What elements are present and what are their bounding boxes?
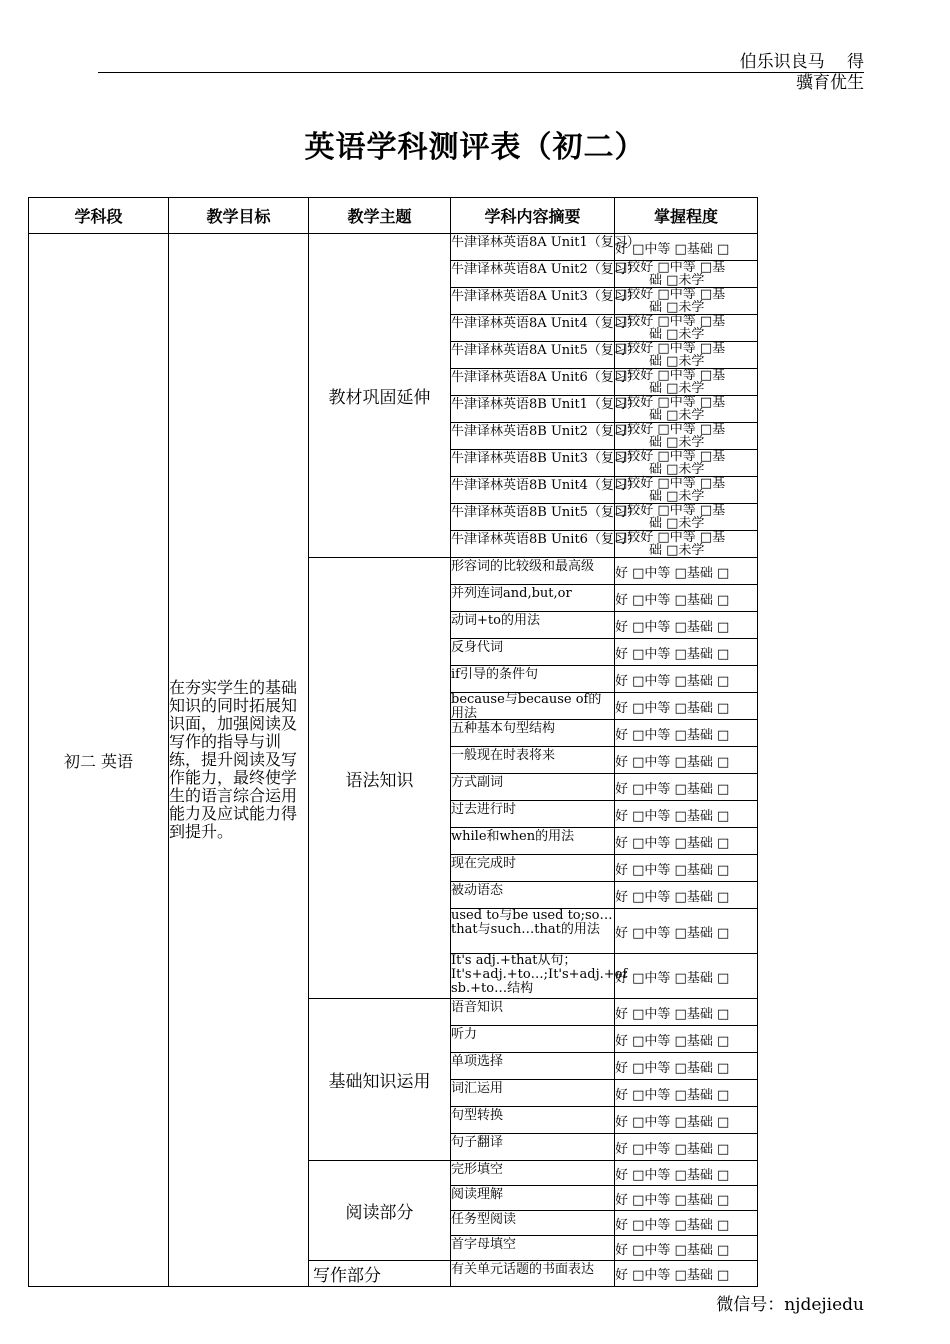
content-cell bbox=[451, 585, 615, 612]
mastery-cell bbox=[615, 450, 758, 477]
content-text: 语音知识 bbox=[451, 999, 504, 1015]
mastery-options: 好 □中等 □基础 □ bbox=[615, 673, 730, 689]
mastery-cell bbox=[615, 612, 758, 639]
content-text: 牛津译林英语8B Unit5（复习） bbox=[451, 504, 640, 520]
content-text: 听力 bbox=[451, 1026, 478, 1042]
content-text: 句型转换 bbox=[451, 1107, 504, 1123]
content-text: 单项选择 bbox=[451, 1053, 504, 1069]
theme-cell: 阅读部分 bbox=[309, 1161, 451, 1261]
mastery-options: 好 □中等 □基础 □ bbox=[615, 754, 730, 770]
mastery-cell bbox=[615, 1107, 758, 1134]
mastery-options-line1: □较好 □中等 □基 bbox=[615, 503, 726, 518]
content-text: 牛津译林英语8B Unit1（复习） bbox=[451, 396, 640, 412]
mastery-cell bbox=[615, 909, 758, 954]
content-cell bbox=[451, 1053, 615, 1080]
mastery-cell bbox=[615, 747, 758, 774]
mastery-options: 好 □中等 □基础 □ bbox=[615, 1114, 730, 1130]
mastery-options-line2: 础 □未学 bbox=[649, 327, 705, 342]
mastery-cell bbox=[615, 1161, 758, 1186]
content-cell bbox=[451, 909, 615, 954]
content-text: 形容词的比较级和最高级 bbox=[451, 558, 595, 574]
content-cell bbox=[451, 342, 640, 369]
mastery-cell bbox=[615, 423, 758, 450]
mastery-options: 好 □中等 □基础 □ bbox=[615, 727, 730, 743]
theme-cell: 教材巩固延伸 bbox=[309, 234, 451, 558]
content-text: 牛津译林英语8A Unit4（复习） bbox=[451, 315, 640, 331]
content-cell bbox=[451, 1236, 615, 1261]
content-cell bbox=[451, 639, 615, 666]
mastery-options: 好 □中等 □基础 □ bbox=[615, 1033, 730, 1049]
mastery-cell bbox=[615, 396, 758, 423]
content-text: 词汇运用 bbox=[451, 1080, 504, 1096]
content-cell bbox=[451, 666, 615, 693]
page-title: 英语学科测评表（初二） bbox=[304, 130, 646, 165]
goal-cell: 在夯实学生的基础知识的同时拓展知识面，加强阅读及写作的指导与训练，提升阅读及写作能力，最终使学生的语言综合运用能力及应试能力得到提升。 bbox=[169, 234, 309, 1287]
mastery-options: 好 □中等 □基础 □ bbox=[615, 592, 730, 608]
content-cell bbox=[451, 1161, 615, 1186]
content-cell bbox=[451, 1261, 615, 1287]
mastery-options-line1: □较好 □中等 □基 bbox=[615, 368, 726, 383]
content-cell bbox=[451, 315, 640, 342]
content-text: 牛津译林英语8A Unit5（复习） bbox=[451, 342, 640, 358]
header-slogan-line1: 伯乐识良马 得 bbox=[739, 52, 864, 72]
mastery-cell bbox=[615, 288, 758, 315]
mastery-cell bbox=[615, 531, 758, 558]
content-cell bbox=[451, 1026, 615, 1053]
col-header-theme: 教学主题 bbox=[309, 198, 451, 234]
mastery-cell bbox=[615, 639, 758, 666]
mastery-options: 好 □中等 □基础 □ bbox=[615, 925, 730, 941]
content-text: 牛津译林英语8A Unit1（复习） bbox=[451, 234, 640, 250]
mastery-options: 好 □中等 □基础 □ bbox=[615, 1217, 730, 1233]
content-text: 有关单元话题的书面表达 bbox=[451, 1262, 595, 1277]
mastery-options: 好 □中等 □基础 □ bbox=[615, 1242, 730, 1258]
content-text: 任务型阅读 bbox=[451, 1211, 517, 1227]
content-text: 完形填空 bbox=[451, 1161, 504, 1177]
content-text: because与because of的用法 bbox=[451, 692, 602, 721]
mastery-options: 好 □中等 □基础 □ bbox=[615, 1192, 730, 1208]
content-text: 牛津译林英语8B Unit4（复习） bbox=[451, 477, 640, 493]
content-cell bbox=[451, 531, 640, 558]
content-text: 牛津译林英语8B Unit3（复习） bbox=[451, 450, 640, 466]
assessment-table bbox=[28, 197, 758, 1287]
mastery-cell bbox=[615, 1080, 758, 1107]
table-header-row bbox=[29, 198, 758, 234]
header-slogan bbox=[714, 52, 864, 94]
mastery-cell bbox=[615, 234, 758, 261]
mastery-options-line2: 础 □未学 bbox=[649, 543, 705, 558]
mastery-cell bbox=[615, 585, 758, 612]
content-cell bbox=[451, 693, 615, 720]
mastery-options-line2: 础 □未学 bbox=[649, 435, 705, 450]
mastery-options: 好 □中等 □基础 □ bbox=[615, 862, 730, 878]
theme-cell: 基础知识运用 bbox=[309, 999, 451, 1161]
mastery-options: 好 □中等 □基础 □ bbox=[615, 1087, 730, 1103]
content-cell bbox=[451, 828, 615, 855]
content-cell bbox=[451, 720, 615, 747]
mastery-options: 好 □中等 □基础 □ bbox=[615, 646, 730, 662]
content-cell bbox=[451, 423, 640, 450]
content-text: used to与be used to;so…that与such…that的用法 bbox=[451, 908, 613, 937]
mastery-options: 好 □中等 □基础 □ bbox=[615, 1141, 730, 1157]
content-cell bbox=[451, 261, 640, 288]
mastery-options: 好 □中等 □基础 □ bbox=[615, 808, 730, 824]
mastery-options: 好 □中等 □基础 □ bbox=[615, 241, 730, 257]
content-text: 牛津译林英语8A Unit2（复习） bbox=[451, 261, 640, 277]
content-cell bbox=[451, 612, 615, 639]
content-text: 反身代词 bbox=[451, 639, 504, 655]
mastery-options: 好 □中等 □基础 □ bbox=[615, 781, 730, 797]
content-cell bbox=[451, 801, 615, 828]
mastery-cell bbox=[615, 1134, 758, 1161]
mastery-cell bbox=[615, 477, 758, 504]
content-cell bbox=[451, 288, 640, 315]
col-header-goal: 教学目标 bbox=[169, 198, 309, 234]
content-cell bbox=[451, 953, 628, 999]
mastery-cell bbox=[615, 774, 758, 801]
mastery-options: 好 □中等 □基础 □ bbox=[615, 565, 730, 581]
mastery-options: 好 □中等 □基础 □ bbox=[615, 889, 730, 905]
content-cell bbox=[451, 1211, 615, 1236]
mastery-cell bbox=[615, 1211, 758, 1236]
content-text: 一般现在时表将来 bbox=[451, 747, 556, 763]
content-cell bbox=[451, 369, 640, 396]
mastery-options: 好 □中等 □基础 □ bbox=[615, 1167, 730, 1183]
mastery-cell bbox=[615, 1186, 758, 1211]
content-cell bbox=[451, 477, 640, 504]
content-text: 首字母填空 bbox=[451, 1236, 517, 1252]
content-text: 被动语态 bbox=[451, 882, 504, 898]
content-text: 五种基本句型结构 bbox=[451, 720, 556, 736]
header-slogan-line2: 骥育优生 bbox=[796, 73, 864, 93]
theme-cell: 写作部分 bbox=[309, 1261, 451, 1287]
col-header-content: 学科内容摘要 bbox=[451, 198, 615, 234]
mastery-cell bbox=[615, 504, 758, 531]
content-text: 现在完成时 bbox=[451, 855, 517, 871]
mastery-options: 好 □中等 □基础 □ bbox=[615, 700, 730, 716]
theme-cell: 语法知识 bbox=[309, 558, 451, 999]
mastery-cell bbox=[615, 954, 758, 999]
mastery-cell bbox=[615, 261, 758, 288]
content-cell bbox=[451, 1107, 615, 1134]
col-header-stage: 学科段 bbox=[29, 198, 169, 234]
mastery-cell bbox=[615, 828, 758, 855]
mastery-options-line2: 础 □未学 bbox=[649, 516, 705, 531]
content-cell bbox=[451, 747, 615, 774]
mastery-cell bbox=[615, 1026, 758, 1053]
mastery-options-line2: 础 □未学 bbox=[649, 354, 705, 369]
content-text: 句子翻译 bbox=[451, 1134, 504, 1150]
mastery-cell bbox=[615, 999, 758, 1026]
footer-wechat: 微信号：njdejiedu bbox=[716, 1295, 864, 1315]
content-text: 并列连词and,but,or bbox=[451, 585, 572, 601]
content-cell bbox=[451, 396, 640, 423]
mastery-cell bbox=[615, 666, 758, 693]
mastery-options-line1: □较好 □中等 □基 bbox=[615, 395, 726, 410]
mastery-options-line1: □较好 □中等 □基 bbox=[615, 341, 726, 356]
content-cell bbox=[451, 882, 615, 909]
content-cell bbox=[451, 558, 615, 585]
content-text: 阅读理解 bbox=[451, 1186, 504, 1202]
mastery-options: 好 □中等 □基础 □ bbox=[615, 1060, 730, 1076]
content-text: 牛津译林英语8A Unit6（复习） bbox=[451, 369, 640, 385]
content-cell bbox=[451, 999, 615, 1026]
mastery-cell bbox=[615, 1053, 758, 1080]
content-cell bbox=[451, 1186, 615, 1211]
mastery-options-line2: 础 □未学 bbox=[649, 300, 705, 315]
mastery-options-line1: □较好 □中等 □基 bbox=[615, 287, 726, 302]
mastery-options-line2: 础 □未学 bbox=[649, 462, 705, 477]
mastery-cell bbox=[615, 1261, 758, 1287]
mastery-options: 好 □中等 □基础 □ bbox=[615, 1268, 730, 1283]
mastery-options: 好 □中等 □基础 □ bbox=[615, 619, 730, 635]
mastery-options-line2: 础 □未学 bbox=[649, 489, 705, 504]
content-text: It's adj.+that从句；It's+adj.+to…;It's+adj.+of sb.+to…结构 bbox=[451, 953, 628, 996]
mastery-cell bbox=[615, 693, 758, 720]
mastery-cell bbox=[615, 1236, 758, 1261]
mastery-options-line2: 础 □未学 bbox=[649, 273, 705, 288]
mastery-options: 好 □中等 □基础 □ bbox=[615, 1006, 730, 1022]
header-divider bbox=[98, 72, 864, 73]
mastery-options: 好 □中等 □基础 □ bbox=[615, 835, 730, 851]
col-header-mastery: 掌握程度 bbox=[615, 198, 758, 234]
mastery-cell bbox=[615, 315, 758, 342]
mastery-options-line1: □较好 □中等 □基 bbox=[615, 476, 726, 491]
content-text: 牛津译林英语8B Unit2（复习） bbox=[451, 423, 640, 439]
content-text: 方式副词 bbox=[451, 774, 504, 790]
mastery-cell bbox=[615, 801, 758, 828]
content-cell bbox=[451, 504, 640, 531]
content-cell bbox=[451, 774, 615, 801]
content-text: if引导的条件句 bbox=[451, 666, 538, 682]
mastery-options-line1: □较好 □中等 □基 bbox=[615, 449, 726, 464]
content-cell bbox=[451, 450, 640, 477]
stage-cell: 初二 英语 bbox=[29, 234, 169, 1287]
content-text: while和when的用法 bbox=[451, 828, 575, 844]
mastery-cell bbox=[615, 342, 758, 369]
table-row bbox=[29, 234, 758, 261]
content-text: 动词+to的用法 bbox=[451, 612, 540, 628]
mastery-options-line1: □较好 □中等 □基 bbox=[615, 260, 726, 275]
mastery-options-line1: □较好 □中等 □基 bbox=[615, 314, 726, 329]
content-cell bbox=[451, 1080, 615, 1107]
mastery-options-line1: □较好 □中等 □基 bbox=[615, 422, 726, 437]
mastery-options: 好 □中等 □基础 □ bbox=[615, 970, 730, 986]
mastery-options-line1: □较好 □中等 □基 bbox=[615, 530, 726, 545]
mastery-options-line2: 础 □未学 bbox=[649, 408, 705, 423]
mastery-cell bbox=[615, 369, 758, 396]
mastery-cell bbox=[615, 855, 758, 882]
mastery-options-line2: 础 □未学 bbox=[649, 381, 705, 396]
content-text: 牛津译林英语8B Unit6（复习） bbox=[451, 531, 640, 547]
content-text: 过去进行时 bbox=[451, 801, 517, 817]
content-text: 牛津译林英语8A Unit3（复习） bbox=[451, 288, 640, 304]
content-cell bbox=[451, 855, 615, 882]
content-cell bbox=[451, 234, 640, 261]
content-cell bbox=[451, 1134, 615, 1161]
table-body bbox=[29, 234, 758, 1287]
mastery-cell bbox=[615, 882, 758, 909]
mastery-cell bbox=[615, 558, 758, 585]
mastery-cell bbox=[615, 720, 758, 747]
